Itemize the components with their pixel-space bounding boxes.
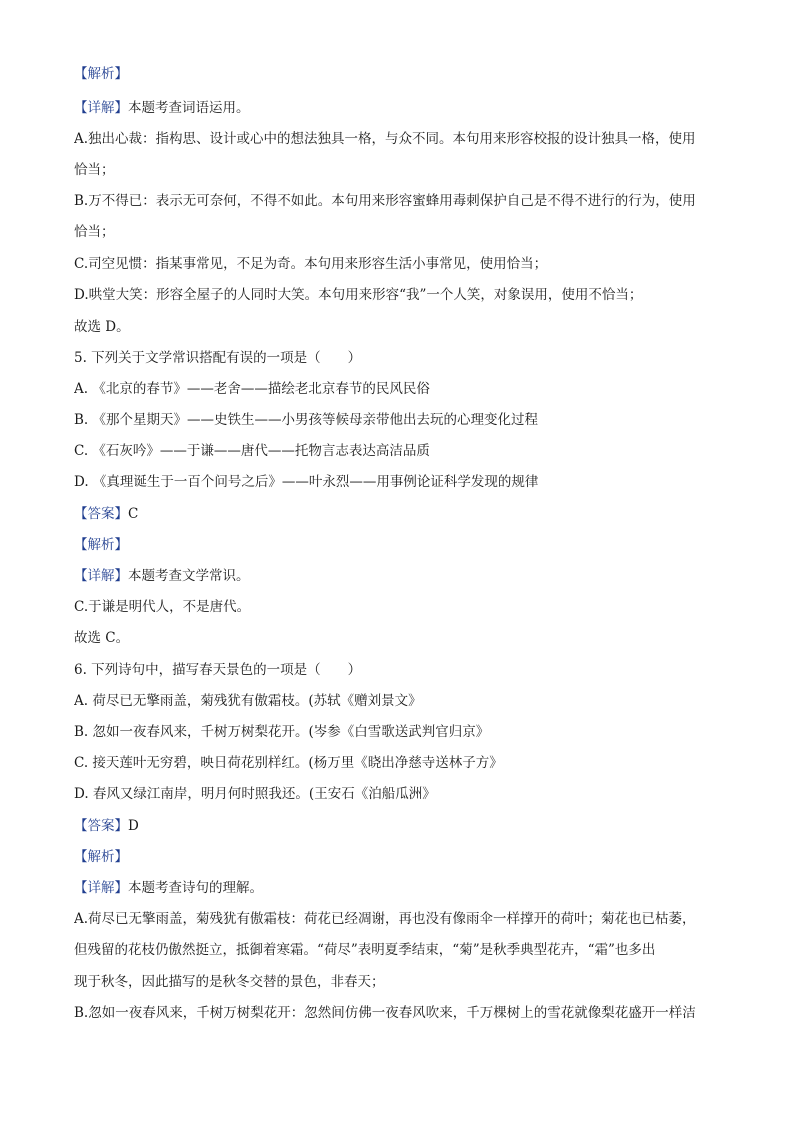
line-text: C.司空见惯：指某事常见，不足为奇。本句用来形容生活小事常见，使用恰当； [74, 256, 548, 272]
line-text: B. 《那个星期天》——史铁生——小男孩等候母亲带他出去玩的心理变化过程 [74, 412, 539, 428]
text-line [74, 1003, 734, 1023]
line-text: B.忽如一夜春风来，千树万树梨花开：忽然间仿佛一夜春风吹来，千万棵树上的雪花就像梨花盛开一样洁 [74, 1005, 696, 1021]
text-line [74, 816, 734, 836]
section-tag: 【详解】 [74, 100, 128, 116]
text-line [74, 504, 734, 524]
line-text: A. 《北京的春节》——老舍——描绘老北京春节的民风民俗 [74, 381, 430, 397]
text-line [74, 472, 734, 492]
line-text: C [128, 506, 139, 522]
line-text: 本题考查词语运用。 [128, 100, 250, 116]
line-text: 故选 D。 [74, 319, 130, 335]
text-line [74, 722, 734, 742]
line-text: D.哄堂大笑：形容全屋子的人同时大笑。本句用来形容“我”一个人笑，对象误用，使用不恰当； [74, 287, 643, 303]
text-line [74, 691, 734, 711]
text-line [74, 628, 734, 648]
text-line [74, 410, 734, 430]
line-text: 恰当； [74, 162, 115, 178]
line-text: D. 春风又绿江南岸，明月何时照我还。(王安石《泊船瓜洲》 [74, 786, 436, 802]
text-line [74, 317, 734, 337]
text-line [74, 191, 734, 211]
line-text: C. 《石灰吟》——于谦——唐代——托物言志表达高洁品质 [74, 443, 430, 459]
line-text: 6. 下列诗句中，描写春天景色的一项是（ ） [74, 662, 362, 678]
text-line [74, 535, 734, 555]
text-line [74, 160, 734, 180]
section-tag: 【解析】 [74, 849, 128, 865]
line-text: B. 忽如一夜春风来，千树万树梨花开。(岑参《白雪歌送武判官归京》 [74, 724, 490, 740]
text-line [74, 222, 734, 242]
text-line [74, 441, 734, 461]
text-line [74, 909, 734, 929]
section-tag: 【答案】 [74, 818, 128, 834]
line-text: 5. 下列关于文学常识搭配有误的一项是（ ） [74, 350, 362, 366]
line-text: A.荷尽已无擎雨盖，菊残犹有傲霜枝：荷花已经凋谢，再也没有像雨伞一样撑开的荷叶；菊花也已枯萎， [74, 911, 696, 927]
line-text: 恰当； [74, 224, 115, 240]
text-line [74, 348, 734, 368]
line-text: 本题考查文学常识。 [128, 568, 250, 584]
line-text: B.万不得已：表示无可奈何，不得不如此。本句用来形容蜜蜂用毒刺保护自己是不得不进行的行为，使用 [74, 193, 696, 209]
text-line [74, 878, 734, 898]
line-text: C.于谦是明代人，不是唐代。 [74, 599, 251, 615]
text-line [74, 753, 734, 773]
text-line [74, 285, 734, 305]
text-line [74, 98, 734, 118]
line-text: C. 接天莲叶无穷碧，映日荷花别样红。(杨万里《晓出净慈寺送林子方》 [74, 755, 503, 771]
text-line [74, 784, 734, 804]
line-text: 本题考查诗句的理解。 [128, 880, 263, 896]
text-line [74, 566, 734, 586]
text-line [74, 972, 734, 992]
text-line [74, 597, 734, 617]
line-text: A. 荷尽已无擎雨盖，菊残犹有傲霜枝。(苏轼《赠刘景文》 [74, 693, 422, 709]
line-text: D. 《真理诞生于一百个问号之后》——叶永烈——用事例论证科学发现的规律 [74, 474, 539, 490]
text-line [74, 129, 734, 149]
section-tag: 【解析】 [74, 66, 128, 82]
text-line [74, 379, 734, 399]
line-text: 现于秋冬，因此描写的是秋冬交替的景色，非春天； [74, 974, 385, 990]
section-tag: 【答案】 [74, 506, 128, 522]
text-line [74, 64, 734, 84]
section-tag: 【解析】 [74, 537, 128, 553]
line-text: 故选 C。 [74, 630, 130, 646]
section-tag: 【详解】 [74, 568, 128, 584]
text-line [74, 254, 734, 274]
line-text: A.独出心裁：指构思、设计或心中的想法独具一格，与众不同。本句用来形容校报的设计独具一格，使用 [74, 131, 696, 147]
text-line [74, 847, 734, 867]
text-line [74, 940, 734, 960]
line-text: 但残留的花枝仍傲然挺立，抵御着寒霜。“荷尽”表明夏季结束，“菊”是秋季典型花卉，“霜”也多出 [74, 942, 656, 958]
line-text: D [128, 818, 139, 834]
text-line [74, 660, 734, 680]
section-tag: 【详解】 [74, 880, 128, 896]
